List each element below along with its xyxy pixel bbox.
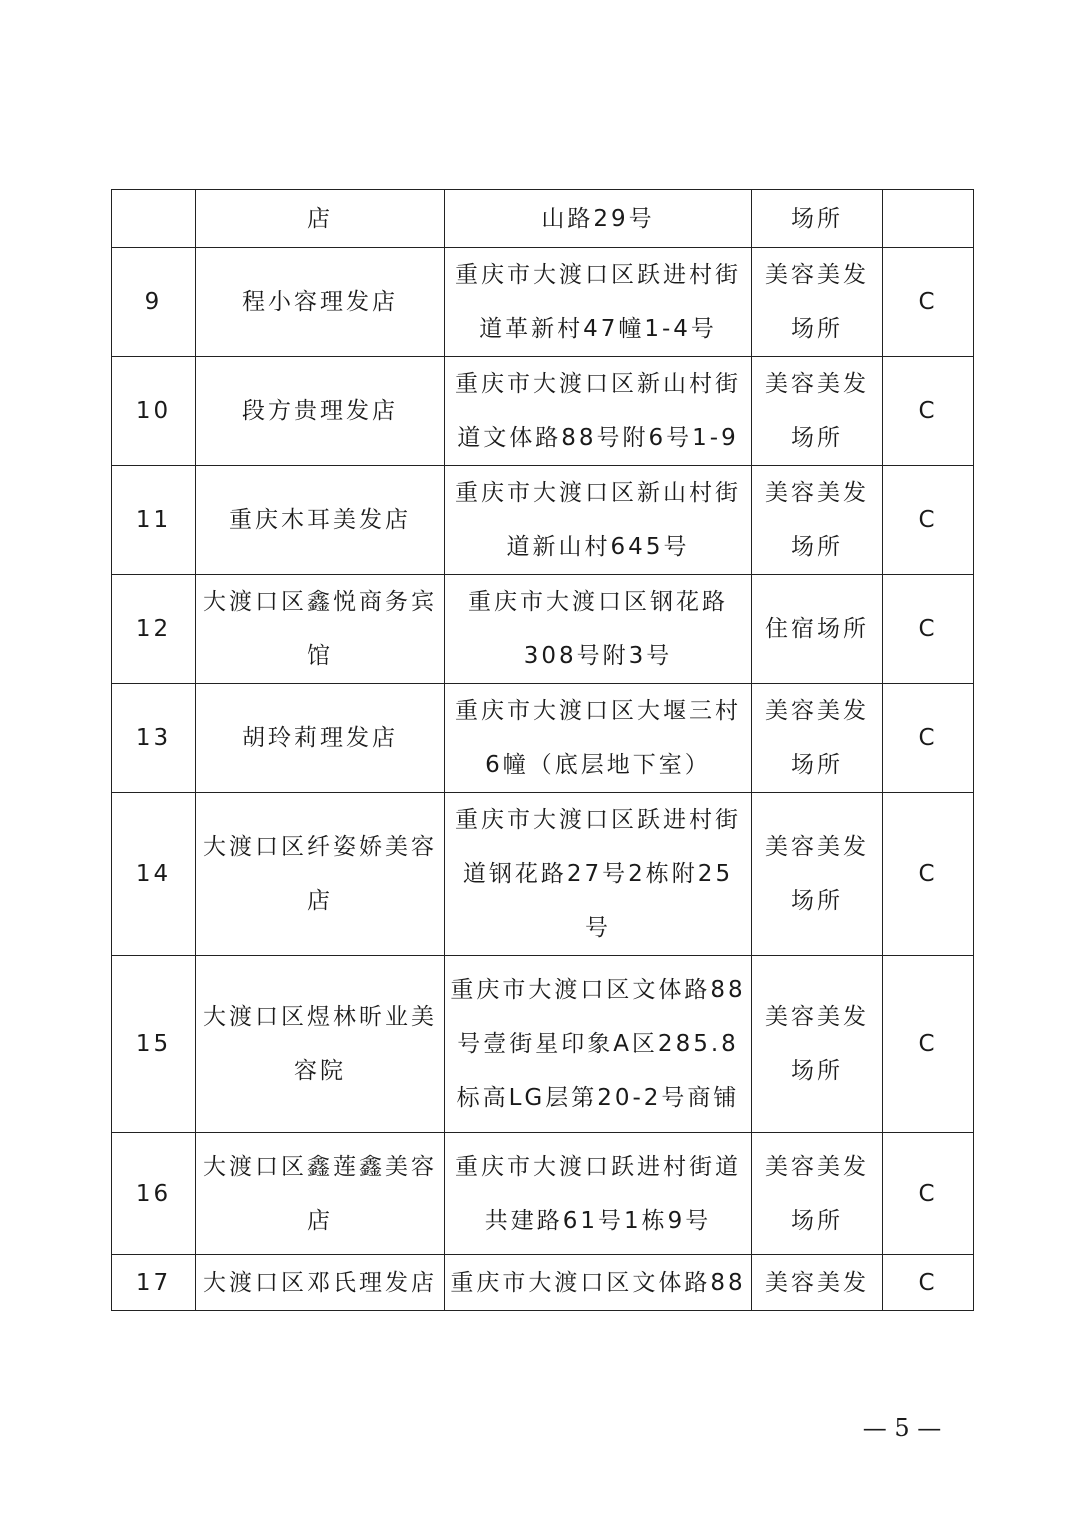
table-row [112, 466, 974, 575]
rating-level-cell: C [883, 956, 974, 1133]
table-row [112, 1133, 974, 1255]
address-cell: 重庆市大渡口区钢花路 308号附3号 [445, 575, 752, 684]
business-name-cell: 重庆木耳美发店 [196, 466, 445, 575]
business-name-cell: 大渡口区鑫莲鑫美容 店 [196, 1133, 445, 1255]
table-row [112, 575, 974, 684]
row-number-cell: 11 [112, 466, 196, 575]
business-name-cell: 大渡口区邓氏理发店 [196, 1255, 445, 1311]
row-number-cell: 13 [112, 684, 196, 793]
row-number-cell: 16 [112, 1133, 196, 1255]
business-type-cell: 美容美发 场所 [752, 793, 883, 956]
rating-level-cell: C [883, 466, 974, 575]
address-cell: 重庆市大渡口区跃进村街 道革新村47幢1-4号 [445, 248, 752, 357]
business-type-cell: 住宿场所 [752, 575, 883, 684]
rating-level-cell: C [883, 575, 974, 684]
row-number-cell: 14 [112, 793, 196, 956]
table-row [112, 248, 974, 357]
establishment-table [111, 189, 974, 1311]
business-type-cell: 美容美发 场所 [752, 1133, 883, 1255]
row-number-cell: 15 [112, 956, 196, 1133]
business-type-cell: 美容美发 场所 [752, 248, 883, 357]
rating-level-cell: C [883, 793, 974, 956]
row-number-cell: 9 [112, 248, 196, 357]
table-row [112, 357, 974, 466]
row-number-cell: 17 [112, 1255, 196, 1311]
address-cell: 重庆市大渡口区新山村街 道文体路88号附6号1-9 [445, 357, 752, 466]
table-row [112, 1255, 974, 1311]
business-name-cell: 大渡口区鑫悦商务宾 馆 [196, 575, 445, 684]
rating-level-cell [883, 190, 974, 248]
address-cell: 重庆市大渡口区大堰三村 6幢（底层地下室） [445, 684, 752, 793]
address-cell: 重庆市大渡口区文体路88 号壹街星印象A区285.8 标高LG层第20-2号商铺 [445, 956, 752, 1133]
business-type-cell: 场所 [752, 190, 883, 248]
row-number-cell [112, 190, 196, 248]
row-number-cell: 10 [112, 357, 196, 466]
address-cell: 重庆市大渡口跃进村街道 共建路61号1栋9号 [445, 1133, 752, 1255]
rating-level-cell: C [883, 357, 974, 466]
table-row [112, 793, 974, 956]
rating-level-cell: C [883, 1255, 974, 1311]
address-cell: 重庆市大渡口区跃进村街 道钢花路27号2栋附25 号 [445, 793, 752, 956]
rating-level-cell: C [883, 684, 974, 793]
row-number-cell: 12 [112, 575, 196, 684]
table-body [112, 190, 974, 1311]
address-cell: 山路29号 [445, 190, 752, 248]
table-row [112, 956, 974, 1133]
business-name-cell: 店 [196, 190, 445, 248]
business-type-cell: 美容美发 场所 [752, 357, 883, 466]
table-row [112, 684, 974, 793]
rating-level-cell: C [883, 248, 974, 357]
address-cell: 重庆市大渡口区新山村街 道新山村645号 [445, 466, 752, 575]
business-name-cell: 大渡口区纤姿娇美容 店 [196, 793, 445, 956]
business-name-cell: 段方贵理发店 [196, 357, 445, 466]
business-type-cell: 美容美发 场所 [752, 466, 883, 575]
page-number: — 5 — [862, 1414, 942, 1442]
business-type-cell: 美容美发 场所 [752, 956, 883, 1133]
rating-level-cell: C [883, 1133, 974, 1255]
business-name-cell: 胡玲莉理发店 [196, 684, 445, 793]
business-type-cell: 美容美发 [752, 1255, 883, 1311]
business-type-cell: 美容美发 场所 [752, 684, 883, 793]
business-name-cell: 程小容理发店 [196, 248, 445, 357]
business-name-cell: 大渡口区煜林昕业美 容院 [196, 956, 445, 1133]
address-cell: 重庆市大渡口区文体路88 [445, 1255, 752, 1311]
table-row [112, 190, 974, 248]
